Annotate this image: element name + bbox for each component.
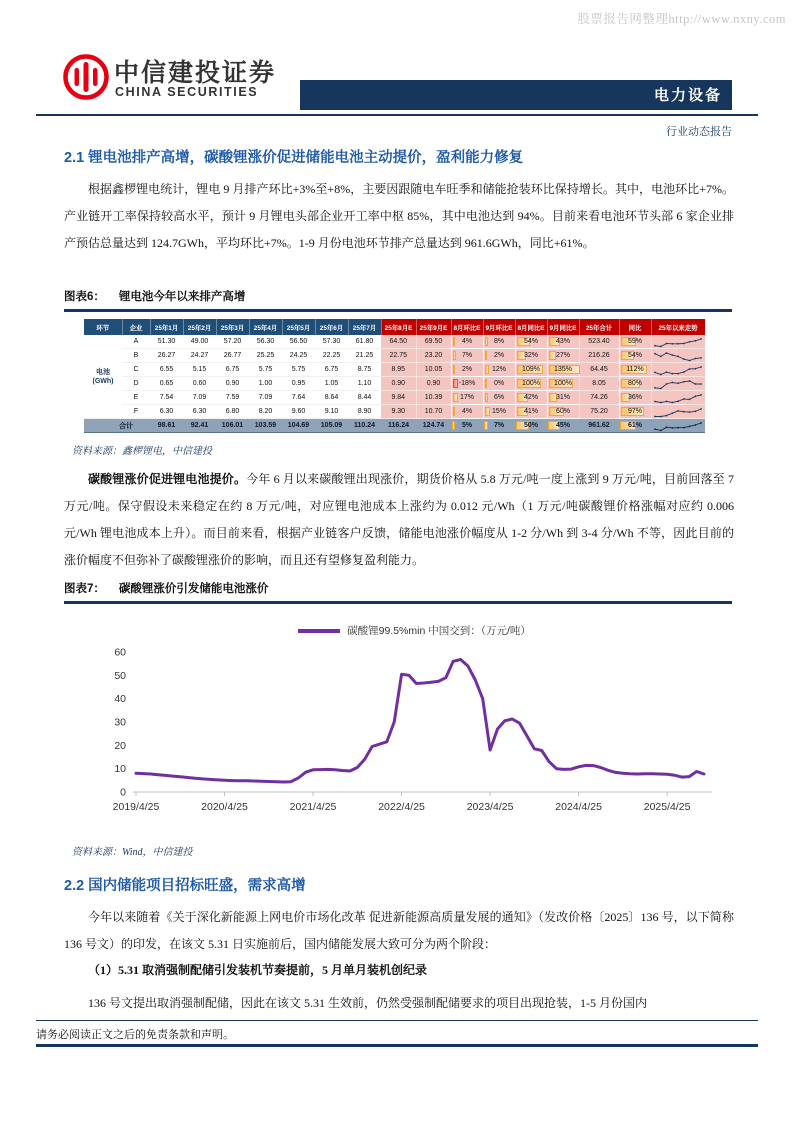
percent-cell: 15% <box>483 405 515 419</box>
table-cell: 7.59 <box>216 391 249 405</box>
company-cell: C <box>122 363 150 377</box>
table-header-cell: 25年3月 <box>216 319 249 335</box>
axis-tick-label: 2024/4/25 <box>555 801 602 813</box>
sparkline-cell <box>651 363 705 377</box>
company-cell: D <box>122 377 150 391</box>
table-header-cell: 25年6月 <box>315 319 348 335</box>
axis-tick-label: 50 <box>114 669 126 682</box>
table-cell: 7.09 <box>183 391 216 405</box>
sector-bar <box>300 80 732 110</box>
table-cell: 7.54 <box>150 391 183 405</box>
percent-cell: 27% <box>547 349 579 363</box>
sparkline-cell <box>651 377 705 391</box>
table-cell: 6.75 <box>315 363 348 377</box>
table-cell: 9.30 <box>381 405 416 419</box>
table-header-cell: 25年4月 <box>249 319 282 335</box>
table-cell: 10.70 <box>416 405 451 419</box>
sparkline <box>653 351 703 362</box>
percent-cell: 112% <box>619 363 651 377</box>
table-row <box>84 363 705 377</box>
table-cell: 0.90 <box>416 377 451 391</box>
figure7-rule <box>64 601 732 604</box>
table-cell: 6.30 <box>150 405 183 419</box>
table-cell: 9.84 <box>381 391 416 405</box>
figure7-title: 碳酸锂涨价引发储能电池涨价 <box>118 583 269 595</box>
table-cell: 7.64 <box>282 391 315 405</box>
sparkline-cell <box>651 391 705 405</box>
company-cell: F <box>122 405 150 419</box>
percent-cell: 7% <box>451 349 483 363</box>
axis-tick-label: 2019/4/25 <box>112 801 160 813</box>
percent-cell: 100% <box>515 377 547 391</box>
group-label-cell: 电池 (GWh) <box>84 335 122 419</box>
figure6-caption <box>64 288 732 304</box>
table-cell: 26.77 <box>216 349 249 363</box>
percent-cell: 59% <box>619 335 651 349</box>
table-cell: 22.25 <box>315 349 348 363</box>
table-cell: 0.90 <box>216 377 249 391</box>
table-cell: 75.20 <box>579 405 619 419</box>
table-cell: 21.25 <box>348 349 381 363</box>
table-cell: 8.44 <box>348 391 381 405</box>
table-cell: 105.09 <box>315 419 348 433</box>
data-bar <box>453 379 459 388</box>
table-header-cell: 企业 <box>122 319 150 335</box>
table-cell: 10.05 <box>416 363 451 377</box>
percent-cell: 80% <box>619 377 651 391</box>
section-2-2-paragraph: 今年以来随着《关于深化新能源上网电价市场化改革 促进新能源高质量发展的通知》（发改价格〔2025〕136 号，以下简称 136 号文）的印发，在该文 5.31 日实施前后，国内储能发展大致可分为两个阶段： <box>64 910 734 951</box>
data-bar <box>453 365 455 374</box>
axis-tick-label: 2023/4/25 <box>466 801 514 813</box>
table-header-cell: 25年合计 <box>579 319 619 335</box>
table-header-cell: 25年5月 <box>282 319 315 335</box>
percent-cell: -18% <box>451 377 483 391</box>
sparkline-cell <box>651 405 705 419</box>
percent-cell: 45% <box>547 419 579 433</box>
table-cell: 23.20 <box>416 349 451 363</box>
percent-cell: 50% <box>515 419 547 433</box>
table-row <box>84 391 705 405</box>
percent-cell: 12% <box>483 363 515 377</box>
sparkline-cell <box>651 419 705 433</box>
axis-tick-label: 0 <box>120 786 126 799</box>
data-bar <box>452 421 455 430</box>
axis-tick-label: 2025/4/25 <box>643 801 691 813</box>
percent-cell: 8% <box>483 335 515 349</box>
table-cell: 9.60 <box>282 405 315 419</box>
percent-cell: 135% <box>547 363 579 377</box>
percent-cell: 2% <box>483 349 515 363</box>
table-cell: 5.75 <box>282 363 315 377</box>
table-cell: 64.45 <box>579 363 619 377</box>
table-cell: 8.64 <box>315 391 348 405</box>
table-cell: 57.30 <box>315 335 348 349</box>
lithium-price-line-chart <box>92 640 737 825</box>
table-header-cell: 同比 <box>619 319 651 335</box>
legend-label: 碳酸锂99.5%min 中国交到：（万元/吨） <box>347 625 531 637</box>
watermark: 股票报告网整理http://www.nxny.com <box>577 12 786 26</box>
percent-cell: 36% <box>619 391 651 405</box>
table-cell: 64.50 <box>381 335 416 349</box>
table-cell: 0.90 <box>381 377 416 391</box>
table-cell: 8.75 <box>348 363 381 377</box>
legend-line-swatch <box>298 629 340 633</box>
table-cell: 6.75 <box>216 363 249 377</box>
data-bar <box>453 337 456 346</box>
sparkline <box>653 393 703 404</box>
table-cell: 124.74 <box>416 419 451 433</box>
table-cell: 56.50 <box>282 335 315 349</box>
table-cell: 8.95 <box>381 363 416 377</box>
figure7-caption <box>64 580 732 596</box>
table-cell: 9.10 <box>315 405 348 419</box>
data-bar <box>453 407 456 416</box>
table-cell: 0.95 <box>282 377 315 391</box>
percent-cell: 61% <box>619 419 651 433</box>
axis-tick-label: 30 <box>114 716 126 729</box>
table-header-cell: 25年9月E <box>416 319 451 335</box>
table-cell: 961.62 <box>579 419 619 433</box>
sparkline <box>653 379 703 390</box>
section-2-1-title: 2.1 锂电池排产高增，碳酸锂涨价促进储能电池主动提价，盈利能力修复 <box>64 150 524 166</box>
axis-tick-label: 40 <box>114 693 126 706</box>
table-cell: 51.30 <box>150 335 183 349</box>
table-header-cell: 8月环比E <box>451 319 483 335</box>
data-bar <box>485 351 487 360</box>
data-bar <box>453 351 457 360</box>
price-series-line <box>136 660 704 783</box>
axis-tick-label: 60 <box>114 646 126 659</box>
table-cell: 1.10 <box>348 377 381 391</box>
sparkline <box>653 421 703 432</box>
data-bar <box>485 393 488 402</box>
lithium-price-paragraph <box>64 466 734 574</box>
axis-tick-label: 2022/4/25 <box>378 801 425 813</box>
table-cell: 8.20 <box>249 405 282 419</box>
table-cell: 5.15 <box>183 363 216 377</box>
percent-cell: 4% <box>451 335 483 349</box>
percent-cell: 6% <box>483 391 515 405</box>
table-header-cell: 9月同比E <box>547 319 579 335</box>
chart-legend <box>92 623 737 638</box>
total-label-cell: 合计 <box>84 419 150 433</box>
figure6-label: 图表6： <box>64 291 105 303</box>
sector-badge: 电力设备 <box>653 87 722 104</box>
company-cell: A <box>122 335 150 349</box>
table-cell: 216.26 <box>579 349 619 363</box>
table-header-cell: 环节 <box>84 319 122 335</box>
sparkline <box>653 407 703 418</box>
table-cell: 106.01 <box>216 419 249 433</box>
figure6-source: 资料来源：鑫椤锂电，中信建投 <box>72 446 212 457</box>
figure6-title: 锂电池今年以来排产高增 <box>118 291 246 303</box>
sparkline-cell <box>651 349 705 363</box>
table-cell: 24.27 <box>183 349 216 363</box>
data-bar <box>485 337 489 346</box>
section-2-2-paragraph2: 136 号文提出取消强制配储，因此在该文 5.31 生效前，仍然受强制配储要求的项目出现抢装，1-5 月份国内 <box>88 996 647 1010</box>
sparkline-cell <box>651 335 705 349</box>
table-cell: 523.40 <box>579 335 619 349</box>
percent-cell: 17% <box>451 391 483 405</box>
axis-tick-label: 2020/4/25 <box>201 801 248 813</box>
company-logo-icon <box>63 52 109 102</box>
table-header-cell: 25年8月E <box>381 319 416 335</box>
section-2-2-title: 2.2 国内储能项目招标旺盛，需求高增 <box>64 878 306 894</box>
table-cell: 0.65 <box>150 377 183 391</box>
table-cell: 110.24 <box>348 419 381 433</box>
percent-cell: 5% <box>451 419 483 433</box>
data-bar <box>485 365 490 374</box>
company-cell: E <box>122 391 150 405</box>
percent-cell: 31% <box>547 391 579 405</box>
percent-cell: 60% <box>547 405 579 419</box>
table-cell: 61.80 <box>348 335 381 349</box>
axis-tick-label: 10 <box>114 763 126 776</box>
sparkline <box>653 365 703 376</box>
report-type-label: 行业动态报告 <box>666 126 732 138</box>
company-cell: B <box>122 349 150 363</box>
table-cell: 5.75 <box>249 363 282 377</box>
table-header-cell: 9月环比E <box>483 319 515 335</box>
table-cell: 6.80 <box>216 405 249 419</box>
table-cell: 57.20 <box>216 335 249 349</box>
percent-cell: 2% <box>451 363 483 377</box>
table-cell: 8.90 <box>348 405 381 419</box>
table-cell: 103.59 <box>249 419 282 433</box>
percent-cell: 100% <box>547 377 579 391</box>
table-cell: 98.61 <box>150 419 183 433</box>
table-cell: 69.50 <box>416 335 451 349</box>
percent-cell: 7% <box>483 419 515 433</box>
percent-cell: 41% <box>515 405 547 419</box>
table-header-cell: 25年7月 <box>348 319 381 335</box>
table-cell: 116.24 <box>381 419 416 433</box>
table-cell: 49.00 <box>183 335 216 349</box>
header-rule <box>36 114 758 116</box>
table-cell: 7.09 <box>249 391 282 405</box>
footer-rule-thick <box>36 1044 758 1047</box>
table-cell: 92.41 <box>183 419 216 433</box>
brand-name-en: CHINA SECURITIES <box>115 85 259 99</box>
figure7-label: 图表7： <box>64 583 105 595</box>
sub-heading-1: （1）5.31 取消强制配储引发装机节奏提前，5 月单月装机创纪录 <box>88 963 428 977</box>
table-row <box>84 349 705 363</box>
footer-disclaimer: 请务必阅读正文之后的免责条款和声明。 <box>36 1029 234 1041</box>
table-header-cell: 25年以来走势 <box>651 319 705 335</box>
table-cell: 74.26 <box>579 391 619 405</box>
table-cell: 6.30 <box>183 405 216 419</box>
table-row <box>84 405 705 419</box>
data-bar <box>453 393 459 402</box>
table-header-cell: 25年1月 <box>150 319 183 335</box>
table-row <box>84 335 705 349</box>
table-header-cell: 8月同比E <box>515 319 547 335</box>
table-cell: 1.00 <box>249 377 282 391</box>
paragraph-rest: 今年 6 月以来碳酸锂出现涨价，期货价格从 5.8 万元/吨一度上涨到 9 万元/吨，目前回落至 7 万元/吨。保守假设未来稳定在约 8 万元/吨，对应锂电池成本上涨约为 0.012 元/Wh（1 万元/吨碳酸锂价格涨幅对应约 0.006 元/Wh 锂电池成本上升）。而目前来看，根据产业链客户反馈，储能电池涨价幅度从 1-2 分/Wh 到 3-4 分/Wh 不等，因此目前的涨价幅度不但弥补了碳酸锂涨价的影响，而且还有望修复盈利能力。 <box>64 472 735 567</box>
data-bar <box>484 421 488 430</box>
paragraph-bold-lead: 碳酸锂涨价促进锂电池提价。 <box>88 472 247 486</box>
axis-tick-label: 2021/4/25 <box>289 801 337 813</box>
table-total-row <box>84 419 705 433</box>
table-cell: 10.39 <box>416 391 451 405</box>
table-cell: 6.55 <box>150 363 183 377</box>
figure6-rule <box>64 309 732 312</box>
table-cell: 56.30 <box>249 335 282 349</box>
footer-rule-thin <box>36 1020 758 1021</box>
figure7-source: 资料来源：Wind，中信建投 <box>72 847 193 858</box>
percent-cell: 32% <box>515 349 547 363</box>
percent-cell: 54% <box>619 349 651 363</box>
production-table <box>84 319 706 433</box>
table-cell: 1.05 <box>315 377 348 391</box>
percent-cell: 0% <box>483 377 515 391</box>
percent-cell: 97% <box>619 405 651 419</box>
percent-cell: 43% <box>547 335 579 349</box>
table-cell: 25.25 <box>249 349 282 363</box>
percent-cell: 109% <box>515 363 547 377</box>
table-row <box>84 377 705 391</box>
table-cell: 8.05 <box>579 377 619 391</box>
brand-name-cn: 中信建投证券 <box>114 59 277 87</box>
data-bar <box>485 407 490 416</box>
table-cell: 104.69 <box>282 419 315 433</box>
section-2-1-paragraph: 根据鑫椤锂电统计，锂电 9 月排产环比+3%至+8%，主要因跟随电车旺季和储能抢装环比保持增长。其中，电池环比+7%。产业链开工率保持较高水平，预计 9 月锂电头部企业开工率中枢 85%，其中电池达到 94%。目前来看电池环节头部 6 家企业排产预估总量达到 124.7GWh，平均环比+7%。1-9 月份电池环节排产总量达到 961.6GWh，同比+61%。 <box>64 182 734 250</box>
table-cell: 24.25 <box>282 349 315 363</box>
data-bar <box>485 379 487 388</box>
percent-cell: 54% <box>515 335 547 349</box>
table-cell: 26.27 <box>150 349 183 363</box>
percent-cell: 42% <box>515 391 547 405</box>
sparkline <box>653 337 703 348</box>
table-cell: 22.75 <box>381 349 416 363</box>
percent-cell: 4% <box>451 405 483 419</box>
table-cell: 0.60 <box>183 377 216 391</box>
axis-tick-label: 20 <box>114 739 126 752</box>
table-header-cell: 25年2月 <box>183 319 216 335</box>
